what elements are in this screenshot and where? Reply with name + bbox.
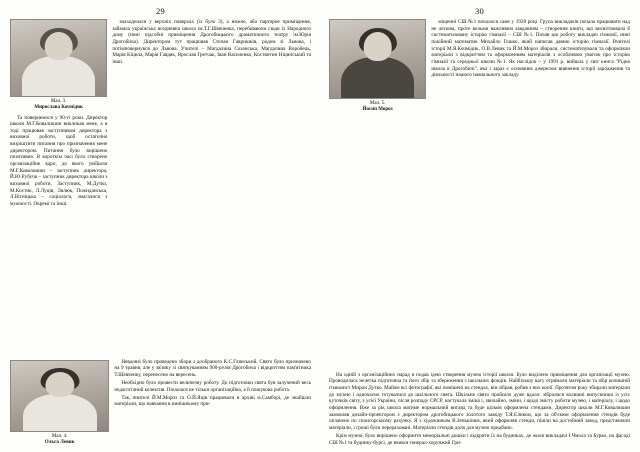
right-page-column-b xyxy=(431,19,630,372)
right-lower-paragraph-1: На одній з організаційних нарад я подав ідею створення музею історії школи. Було виділено приміщення для організації музею. Проводилась нелегка підготовча та його збір та збереження з шкільних фондів. Найбільшу вагу отримали матеріали та збір колишній гімназист Мирон Дутко. Майже всі фотографії, які помішені на стендах, він зібрав, робив з них копії. Протягом року збирали матеріали до музею і одночасно готувалися до шкільного свята. Шкільне свято пройшло дуже вдало: зібралися колишні випускники із усіх куточків світу, з усієї України, після розпаду СРСР, настукала зміна і, звичайно, зміни, і щодо змісту роботи музею, і матеріалу, і щодо оформлення. Вже за рік школа матиме нормальний вигляд та буде цілком оформлена стендами. Директор школи М.Г.Ковалишин замовляв дизайн-проектором з директором дрогобицького золотого заводу Т.Я.Єликом, що за об'ємом оформлення стендів буде оплачено по спонсорському рахунку. Я з художником В.Зепькіним, який оформляв стенди, пішли на достойний завод, представляли матеріали, і гроші були перераховані. Матеріали стендів доля для музею придбано. xyxy=(329,371,630,432)
right-page xyxy=(320,6,630,448)
figure-4 xyxy=(10,360,109,447)
figure-5-number: Мал. 5. xyxy=(369,101,386,106)
book-spread xyxy=(10,6,630,448)
left-lower-paragraph-1: Невдовзі було проведено збори з дообраного К.С.Глянський. Свято було призначено на 9 травня, але у зв'язку зі святкуванням 900-річчя Дрогобича і відкриттям пам'ятника Т.Шевченку, перенесено на вересень. xyxy=(114,358,311,378)
figure-5-name: Йосип Мороз xyxy=(362,107,393,113)
left-lower-paragraph-2: Необхідно було провести величезну роботу. До підготовки свята був залучений весь педагогічний колектив. Почалася не тільки організаційна, а й пошукова робота. xyxy=(114,379,311,393)
figure-4-name: Ольга Левик xyxy=(44,439,75,445)
figure-5-caption xyxy=(329,101,426,114)
portrait-illustration xyxy=(330,20,425,98)
right-page-columns xyxy=(329,19,630,372)
left-lower-paragraph-3: Так, вчителі Й.М.Мороз та О.Й.Яців працювали в архіві м.Самборі, де знайшли матеріали, що навчання в нинішньому при- xyxy=(114,394,311,408)
figure-3-number: Мал. 3. xyxy=(50,99,67,104)
figure-4-caption xyxy=(10,434,109,447)
left-col-b-paragraph-1: знаходилася у верхніх поверхах (їх було 3), а нижче, або партерне приміщення, займала українська вседневна школа ім.Т.Г.Шевченка, перебиваючи сюди із Народного дому (нині підсобні приміщення Дрогобицького драматичного театру ім.Юрія Дрогобича). Директором тут працював Степан Гавришків, родом зі Львова, і потімповернувся до Львова. Учителі – Магдалина Созанська, Магдалина Воробець, Марія Кіцила, Марія Гавдяк, Ярослав Гретчак, Іван Василенко, Костянтин Ніципський та інші. xyxy=(112,19,311,65)
figure-4-number: Мал. 4. xyxy=(51,433,68,439)
right-page-lower-block xyxy=(329,372,630,448)
portrait-illustration xyxy=(11,361,108,431)
left-page-column-b xyxy=(112,19,311,359)
left-page-lower-block xyxy=(10,359,311,449)
right-lower-paragraph-2: Крім музею, було вирішено оформити меморіальні дошки і відкрити їх на будинках, де жили викладачі І.Чмола та Бурко, на фасаді СШ №1 та будинку-бурсі, де вчився генерал-хорунжий Гри- xyxy=(329,433,630,446)
figure-5-photo xyxy=(329,19,426,99)
left-page-column-a xyxy=(10,19,112,359)
right-page-column-a xyxy=(329,19,431,372)
right-page-folio: 30 xyxy=(475,6,484,16)
left-page-columns xyxy=(10,19,311,359)
left-page xyxy=(10,6,320,448)
portrait-illustration xyxy=(11,20,106,96)
right-col-b-paragraph-1: міщенні СШ №1 почалося саме у 1928 році. Група викладачів почала працювати над не легким, проте вельми важливим завданням – створення книги, що висвітлювала б систематизовану історію гімназії – СШ №1. Почав цю роботу викладач гімназії, нині покійний математик Михайло Гошко, який написав давню історію гімназії. Вчителі історії М.Я.Кочмідик, О.В.Левик та Й.М.Мороз збирали, систематизували та оформляли матеріали з відкриттям та оформленням матеріалів з особливою увагою про історію гімназії та середньої школи №1. Як наслідок – у 1991 р. вийшла у світ книга "Рідна школа в Дрогобичі", яка і зараз є основним джерелом вивчення історії зародження та діяльності нашого навчального закладу. xyxy=(431,19,630,79)
left-page-folio: 29 xyxy=(156,6,165,16)
figure-3-photo xyxy=(10,19,107,97)
figure-3-caption xyxy=(10,99,107,112)
left-col-a-paragraph-1: Та повернемося у 90-ті роки. Директор школи М.Г.Ковалишин викликав мене, а я тоді працював заступником директора з виховної роботи, щоб остаточно визріштити питання про призначення мене директором. Питання було вирішено позитивно. В короткім часі було створено організаційне ядро, до якого увійшли М.Г.Ковалишин – заступник директора, Й.Ю.Рубучк – заступник директора школи з виховної роботи, Заступник, М.Дутко, М.Костик, Л.Луців, Лялюк, Пожиданська, Л.Вігніцька – соціологи, змагалися з мужності. Окремі та інші. xyxy=(10,114,108,208)
figure-4-photo xyxy=(10,360,109,432)
figure-5 xyxy=(329,19,426,114)
figure-3-name: Мирослава Кочмідик xyxy=(34,105,83,111)
figure-3 xyxy=(10,19,107,112)
